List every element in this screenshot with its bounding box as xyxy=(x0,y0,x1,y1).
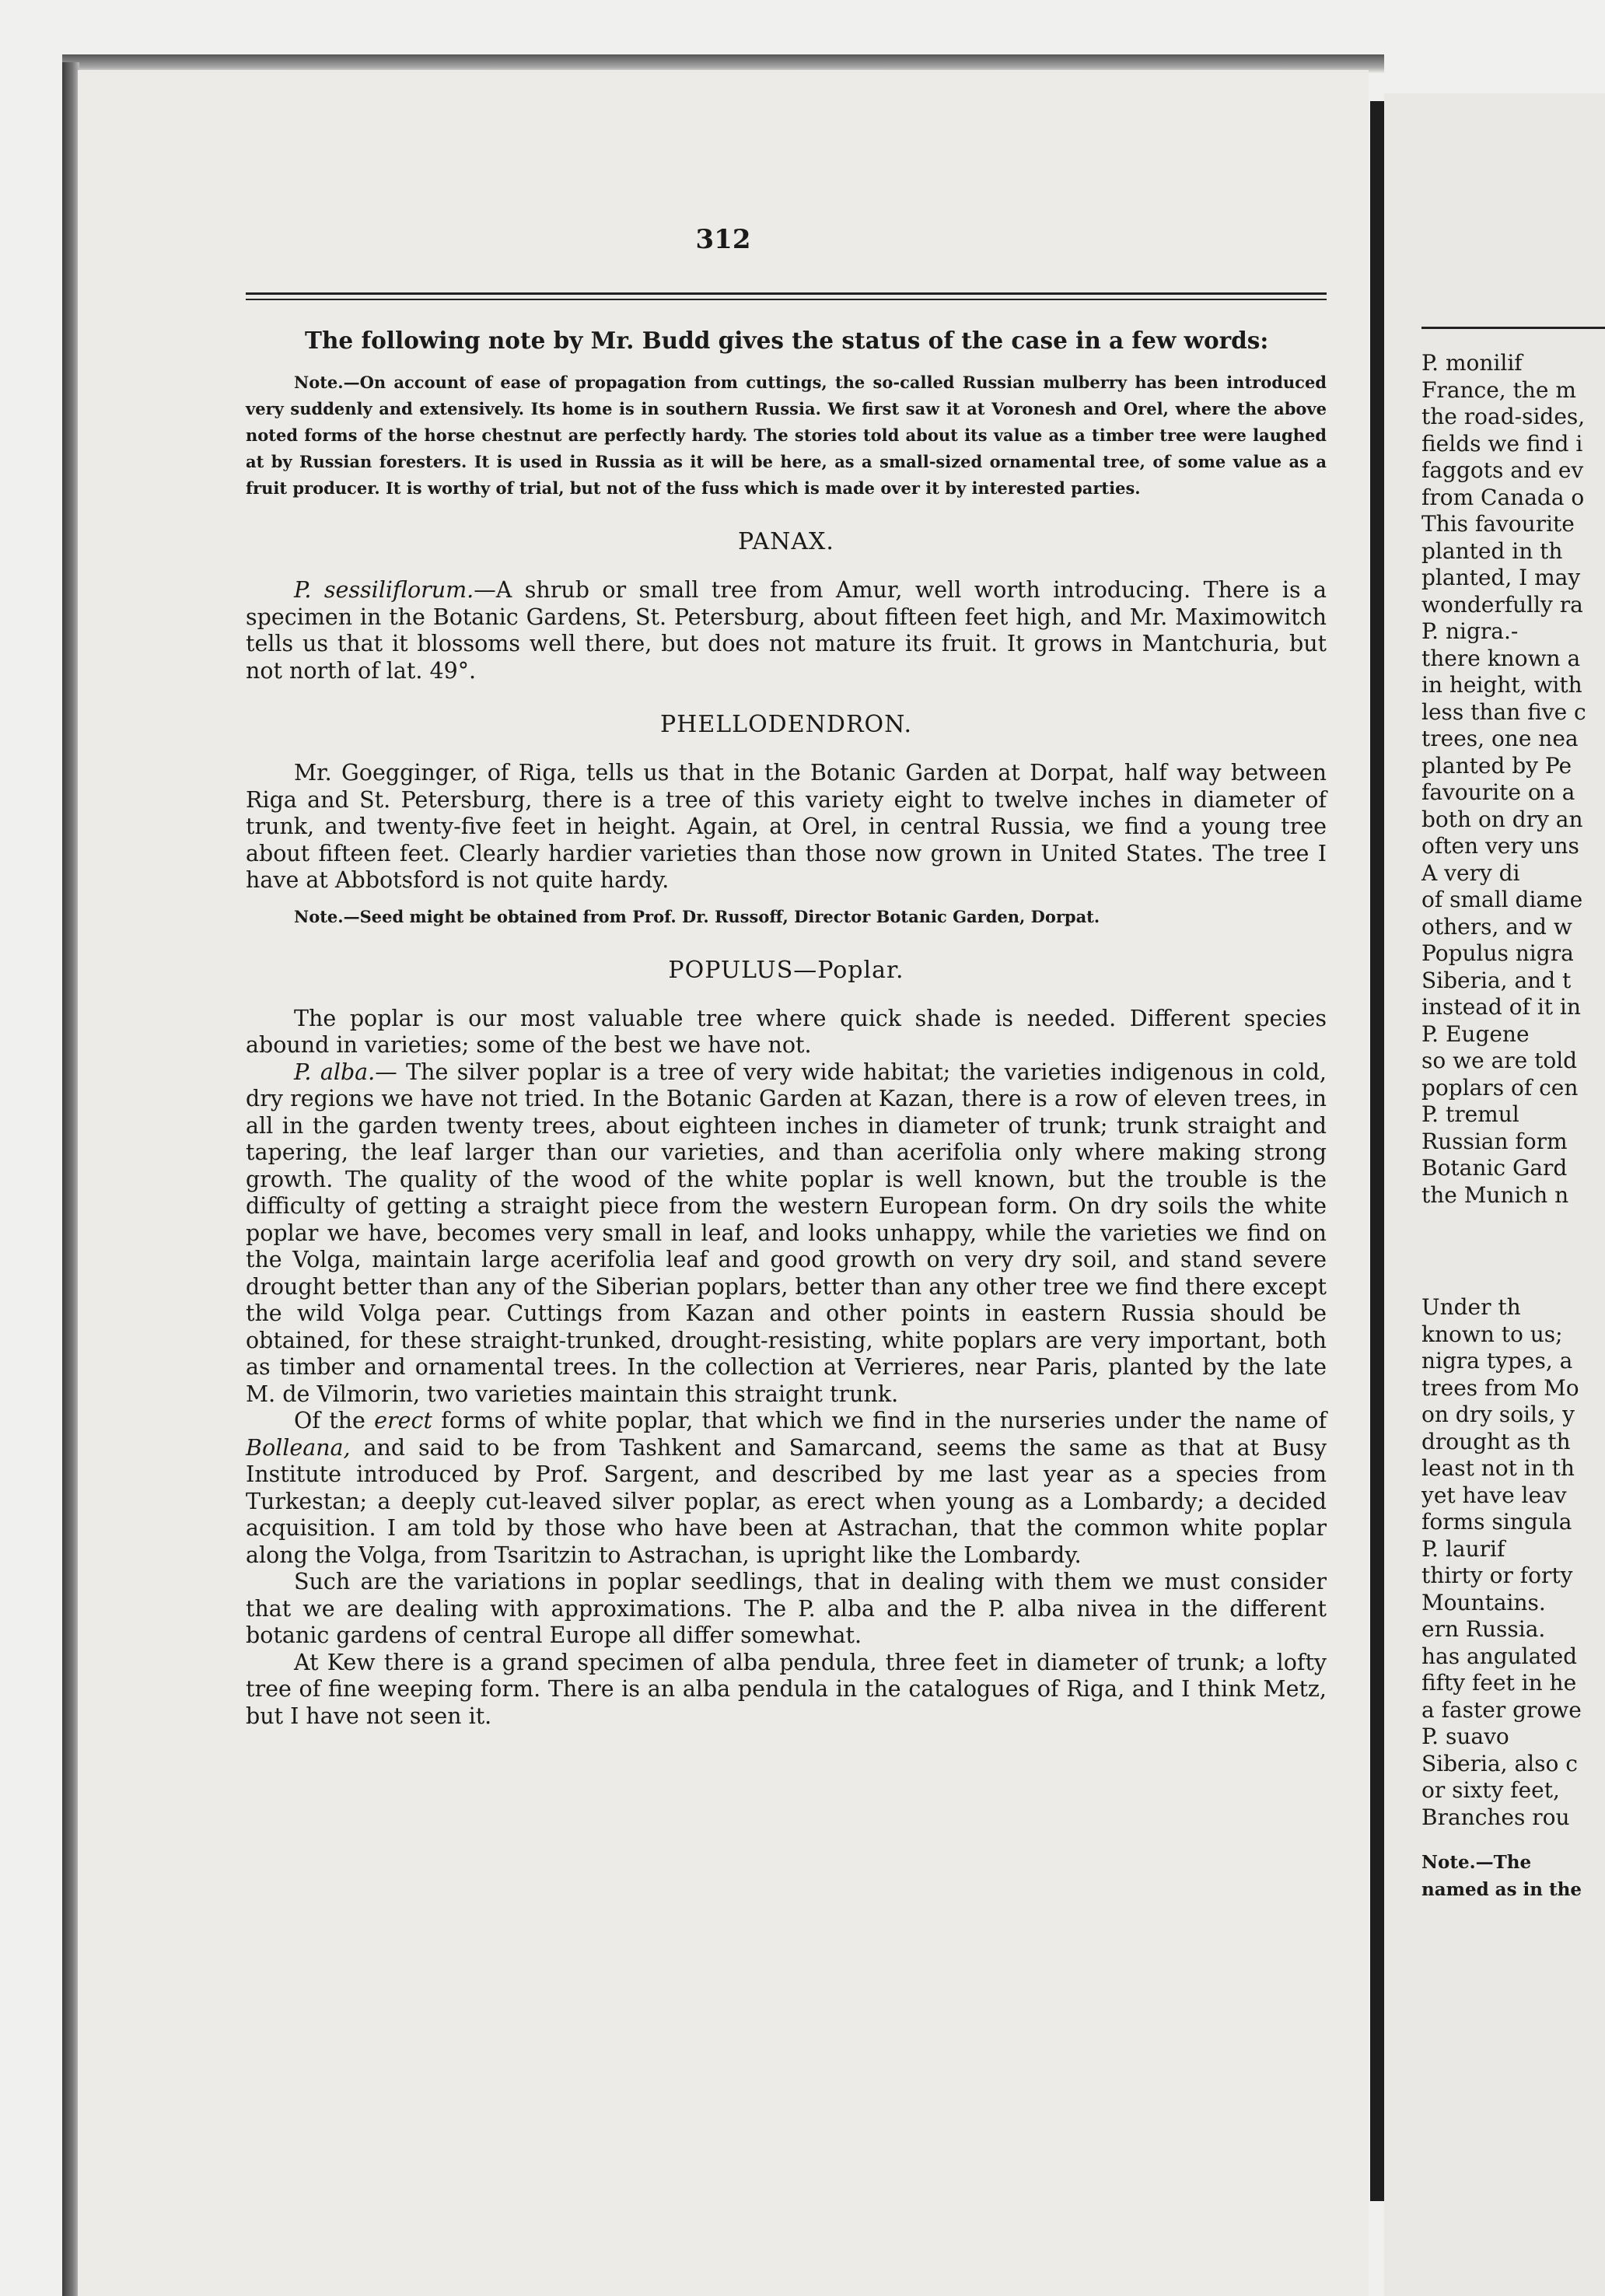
right-line: Note.—The xyxy=(1421,1852,1532,1873)
right-line: Mountains. xyxy=(1421,1589,1546,1615)
panax-text: A shrub or small tree from Amur, well worth introducing. There is a specimen in the Botanic Gardens, St. Petersburg, about fifteen feet high, and Mr. Maximowitch tells us that it blossoms well there, but does not mature its fruit. It grows in Mantchuria, but not north of lat. 49°. xyxy=(246,577,1327,684)
right-line: fifty feet in he xyxy=(1421,1670,1577,1696)
erect-text-b: forms of white poplar, that which we find in the nurseries under the name of xyxy=(441,1408,1327,1433)
note-label: Note. xyxy=(294,373,344,392)
bolleana-emphasis: Bolleana, xyxy=(246,1434,351,1461)
header-rule-bottom xyxy=(246,299,1327,300)
right-line: Russian form xyxy=(1421,1128,1568,1154)
populus-paragraph-variations: Such are the variations in poplar seedlings, that in dealing with them we must consider that we are dealing with approximations. The P. alba and the P. alba nivea in the different botanic gardens of central Europe all differ somewhat. xyxy=(246,1569,1327,1648)
right-page xyxy=(1384,93,1605,2296)
heading-populus: POPULUS—Poplar. xyxy=(668,956,904,984)
right-line: wonderfully ra xyxy=(1421,591,1583,618)
right-line: Siberia, and t xyxy=(1421,967,1572,993)
right-line: P. monilif xyxy=(1421,350,1523,376)
right-column-lines xyxy=(1421,350,1605,1209)
main-text xyxy=(246,327,1327,1730)
header-rule-top xyxy=(246,292,1327,295)
right-header-rule xyxy=(1421,327,1605,329)
right-line: This favourite xyxy=(1421,511,1575,537)
erect-emphasis: erect xyxy=(374,1408,432,1433)
right-line: ern Russia. xyxy=(1421,1616,1546,1642)
populus-paragraph-alba: P. alba.— The silver poplar is a tree of very wide habitat; the varieties indigenous in cold, dry regions we have not tried. In the Botanic Garden at Kazan, there is a row of eleven trees, in all in the garden twenty trees, about eighteen inches in diameter of trunk; trunk straight and tapering, the leaf larger than our varieties, and than acerifolia only where making strong growth. The quality of the wood of the white poplar is well known, but the trouble is the difficulty of getting a straight piece from the western European form. On dry soils the white poplar we have, becomes very small in leaf, and looks unhappy, while the varieties we find on the Volga, maintain large acerifolia leaf and good growth on very dry soil, and stand severe drought better than any of the Siberian poplars, better than any other tree we find there except the wild Volga pear. Cuttings from Kazan and other points in eastern Russia should be obtained, for these straight-trunked, drought-resisting, white poplars are very important, both as timber and ornamental trees. In the collection at Verrieres, near Paris, planted by the late M. de Vilmorin, two varieties maintain this straight trunk. xyxy=(246,1059,1327,1407)
right-line: of small diame xyxy=(1421,887,1583,912)
right-line: faggots and ev xyxy=(1421,457,1584,483)
right-line: the road-sides, xyxy=(1421,404,1586,429)
note-phellodendron: Note.—Seed might be obtained from Prof. Dr. Russoff, Director Botanic Garden, Dorpat. xyxy=(294,906,1100,926)
populus-paragraph-kew: At Kew there is a grand specimen of alba pendula, three feet in diameter of trunk; a lofty tree of fine weeping form. There is an alba pendula in the catalogues of Riga, and I think Metz, but I have not seen it. xyxy=(246,1649,1327,1729)
right-line: France, the m xyxy=(1421,376,1576,403)
right-line: P. suavo xyxy=(1421,1724,1509,1749)
right-line: known to us; xyxy=(1421,1321,1563,1347)
book-edge xyxy=(62,62,79,2296)
right-column-notes xyxy=(1421,1850,1605,1903)
right-line: planted by Pe xyxy=(1421,752,1572,779)
right-line: Under th xyxy=(1421,1294,1521,1320)
right-line: others, and w xyxy=(1421,913,1572,940)
right-line: trees, one nea xyxy=(1421,726,1579,751)
note-phellodendron-text: Seed might be obtained from Prof. Dr. Russoff, Director Botanic Garden, Dorpat. xyxy=(359,906,1100,926)
right-line: less than five c xyxy=(1421,698,1586,725)
right-line: poplars of cen xyxy=(1421,1074,1579,1101)
right-line: trees from Mo xyxy=(1421,1374,1579,1401)
right-column-lines-2 xyxy=(1421,1294,1605,1831)
right-line: yet have leav xyxy=(1421,1482,1567,1508)
species-sessiliflorum: P. sessiliflorum. xyxy=(294,577,474,603)
right-page-text xyxy=(1421,350,1605,1903)
right-line: the Munich n xyxy=(1421,1181,1569,1208)
right-line: on dry soils, y xyxy=(1421,1402,1575,1427)
book-spine xyxy=(1370,101,1384,2201)
right-line: nigra types, a xyxy=(1421,1348,1573,1374)
right-line: a faster growe xyxy=(1421,1696,1582,1723)
right-line: planted, I may xyxy=(1421,565,1581,590)
right-line: there known a xyxy=(1421,645,1581,671)
note-label: Note. xyxy=(294,906,344,926)
right-line: fields we find i xyxy=(1421,430,1583,457)
panax-paragraph: P. sessiliflorum.—A shrub or small tree from Amur, well worth introducing. There is a specimen in the Botanic Gardens, St. Petersburg, about fifteen feet high, and Mr. Maximowitch tells us that it blossoms well there, but does not mature its fruit. It grows in Mantchuria, but not north of lat. 49°. xyxy=(246,577,1327,684)
heading-panax: PANAX. xyxy=(738,528,834,555)
right-line: so we are told xyxy=(1421,1048,1578,1073)
species-alba: P. alba. xyxy=(294,1059,376,1085)
right-line: P. Eugene xyxy=(1421,1020,1530,1047)
right-line: or sixty feet, xyxy=(1421,1777,1560,1803)
right-line: named as in the xyxy=(1421,1878,1582,1900)
right-line: Populus nigra xyxy=(1421,940,1574,966)
right-line: planted in th xyxy=(1421,537,1563,564)
right-line: P. nigra.- xyxy=(1421,618,1519,644)
right-line: often very uns xyxy=(1421,833,1579,859)
right-line: drought as th xyxy=(1421,1428,1571,1454)
right-line: from Canada o xyxy=(1421,484,1585,510)
right-line: P. tremul xyxy=(1421,1101,1519,1127)
right-line: P. laurif xyxy=(1421,1535,1505,1562)
intro-line: The following note by Mr. Budd gives the status of the case in a few words: xyxy=(305,327,1269,354)
erect-text-c: and said to be from Tashkent and Samarcand, seems the same as that at Busy Institute introduced by Prof. Sargent, and described by me last year as a species from Turkestan; a deeply cut-leaved silver poplar, as erect when young as a Lombardy; a decided acquisition. I am told by those who have been at Astrachan, that the common white poplar along the Volga, from Tsaritzin to Astrachan, is upright like the Lombardy. xyxy=(246,1434,1327,1568)
right-line: Branches rou xyxy=(1421,1804,1570,1830)
populus-paragraph-1: The poplar is our most valuable tree where quick shade is needed. Different species abound in varieties; some of the best we have not. xyxy=(246,1005,1327,1058)
right-line: in height, with xyxy=(1421,672,1582,698)
right-line: both on dry an xyxy=(1421,806,1583,832)
right-line: forms singula xyxy=(1421,1509,1572,1535)
phellodendron-paragraph: Mr. Goegginger, of Riga, tells us that in the Botanic Garden at Dorpat, half way between Riga and St. Petersburg, there is a tree of this variety eight to twelve inches in diameter of trunk, and twenty-five feet in height. Again, at Orel, in central Russia, we find a young tree about fifteen feet. Clearly hardier varieties than those now grown in United States. The tree I have at Abbotsford is not quite hardy. xyxy=(246,760,1327,893)
right-line: A very di xyxy=(1421,859,1520,886)
heading-phellodendron: PHELLODENDRON. xyxy=(660,711,912,738)
right-line: instead of it in xyxy=(1421,994,1581,1020)
note-mulberry: Note.—On account of ease of propagation from cuttings, the so-called Russian mulberry has been introduced very suddenly and extensively. Its home is in southern Russia. We first saw it at Voronesh and Orel, where the above noted forms of the horse chestnut are perfectly hardy. The stories told about its value as a timber tree were laughed at by Russian foresters. It is used in Russia as it will be here, as a small-sized ornamental tree, of some value as a fruit producer. It is worthy of trial, but not of the fuss which is made over it by interested parties. xyxy=(246,373,1327,498)
erect-text-a: Of the xyxy=(294,1408,365,1433)
populus-paragraph-erect xyxy=(246,1408,1327,1569)
note-mulberry-text: On account of ease of propagation from cuttings, the so-called Russian mulberry has been introduced very suddenly and extensively. Its home is in southern Russia. We first saw it at Voronesh and Orel, where the above noted forms of the horse chestnut are perfectly hardy. The stories told about its value as a timber tree were laughed at by Russian foresters. It is used in Russia as it will be here, as a small-sized ornamental tree, of some value as a fruit producer. It is worthy of trial, but not of the fuss which is made over it by interested parties. xyxy=(246,373,1327,498)
right-line: has angulated xyxy=(1421,1643,1578,1669)
right-line: thirty or forty xyxy=(1421,1563,1573,1588)
right-line: least not in th xyxy=(1421,1455,1575,1481)
right-line: Botanic Gard xyxy=(1421,1155,1568,1181)
page-number: 312 xyxy=(695,224,751,255)
alba-text: The silver poplar is a tree of very wide habitat; the varieties indigenous in cold, dry regions we have not tried. In the Botanic Garden at Kazan, there is a row of eleven trees, in all in the garden twenty trees, about eighteen inches in diameter of trunk; trunk straight and tapering, the leaf larger than our varieties, and than acerifolia only where making strong growth. The quality of the wood of the white poplar is well known, but the trouble is the difficulty of getting a straight piece from the western European form. On dry soils the white poplar we have, becomes very small in leaf, and looks unhappy, while the varieties we find on the Volga, maintain large acerifolia leaf and good growth on very dry soil, and stand severe drought better than any of the Siberian poplars, better than any other tree we find there except the wild Volga pear. Cuttings from Kazan and other points in eastern Russia should be obtained, for these straight-trunked, drought-resisting, white poplars are very important, both as timber and ornamental trees. In the collection at Verrieres, near Paris, planted by the late M. de Vilmorin, two varieties maintain this straight trunk. xyxy=(246,1059,1327,1407)
right-line: Siberia, also c xyxy=(1421,1750,1578,1776)
right-line: favourite on a xyxy=(1421,779,1575,805)
